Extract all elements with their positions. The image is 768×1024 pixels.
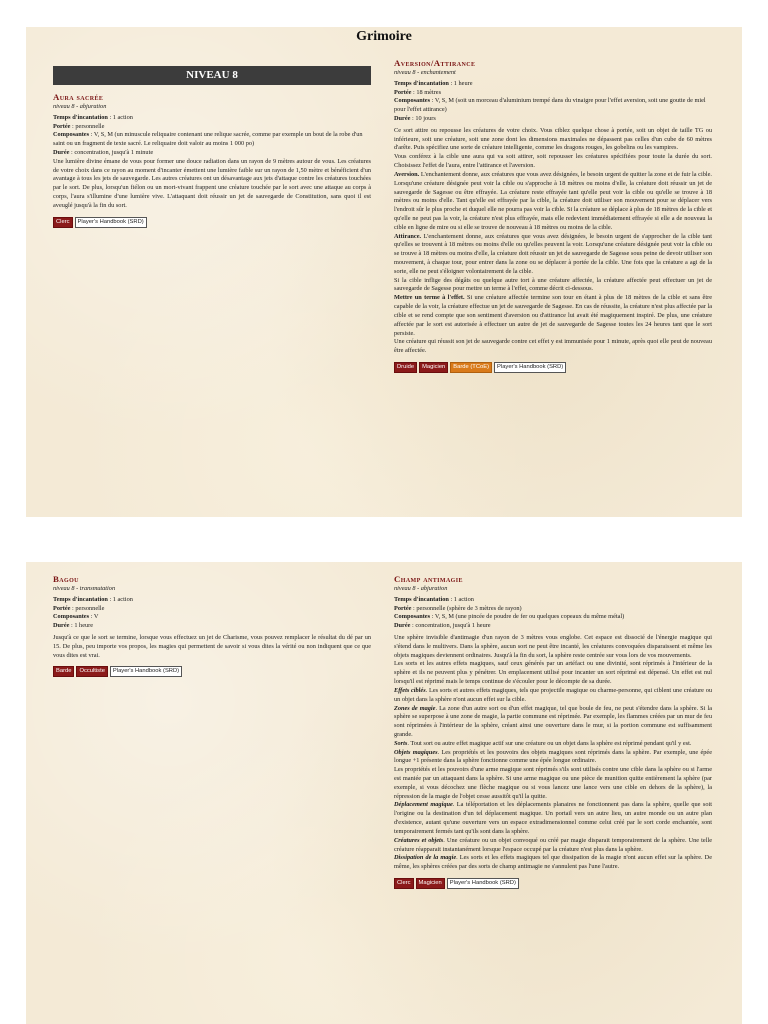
stat-label: Composantes (394, 613, 431, 621)
stat-components (53, 131, 371, 149)
class-tag-occultiste[interactable]: Occultiste (76, 666, 107, 677)
paragraph-lead: Aversion. (394, 170, 420, 178)
paragraph (394, 801, 712, 836)
tag-list (53, 666, 371, 677)
spell-name: Aversion/Attirance (394, 58, 476, 68)
stat-label: Durée (394, 622, 411, 630)
class-tag-magicien[interactable]: Magicien (419, 362, 448, 373)
stat-label: Durée (53, 149, 70, 157)
stat-casting-time (394, 596, 712, 605)
stat-label: Portée (394, 604, 412, 612)
stat-value: : V, S, M (soit un morceau d'aluminium trempé dans du vinaigre pour l'effet aversion, soit une goutte de miel pour l'effet attirance) (394, 97, 706, 114)
stat-value: : 1 action (448, 595, 474, 603)
stat-components (53, 613, 371, 622)
level-banner: NIVEAU 8 (53, 66, 371, 85)
stat-label: Portée (53, 604, 71, 612)
paragraph (394, 277, 712, 295)
paragraph-text: . Tout sort ou autre effet magique actif sur une créature ou un objet dans la sphère est réprimé pendant qu'il y est. (407, 739, 692, 747)
paragraph-text: Une sphère invisible d'antimagie d'un rayon de 3 mètres vous englobe. Cet espace est dissocié de l'énergie magique qui s'étend dans le multivers. Dans la sphère, aucun sort ne peut être incanté, les créatures convoquées disparaissent et même les objets magiques deviennent ordinaires. Jusqu'à la fin du sort, la sphère reste centrée sur vous lors de vos mouvements. (394, 634, 712, 659)
grimoire-page-2 (26, 562, 742, 1024)
tag-list (394, 878, 712, 889)
stat-value: : 10 jours (410, 115, 436, 123)
paragraph-text: Si la cible inflige des dégâts ou quelque autre tort à une créature affectée, la créature affectée peut effectuer un jet de sauvegarde de Sagesse pour mettre un terme à l'effet, comme décrit ci-dessous. (394, 276, 712, 293)
spell-school: niveau 8 - abjuration (394, 584, 448, 592)
paragraph-lead: Effets ciblés (394, 686, 426, 694)
paragraph-text: . Les sorts et autres effets magiques, tels que projectile magique ou charme-personne, qui ciblent une créature ou un objet dans la sphère n'ont aucun effet sur la cible. (394, 686, 712, 703)
stat-duration (53, 149, 371, 158)
paragraph (394, 687, 712, 705)
paragraph-text: Ce sort attire ou repousse les créatures de votre choix. Vous ciblez quelque chose à portée, soit un objet de taille TG ou inférieure, soit une créature, soit une zone dont les dimensions maximales ne dépassent pas celles d'un cube de 60 mètres d'arête. Puis spécifiez une sorte de créature intelligente, comme les dragons rouges, les gobelins ou les vampires. (394, 126, 712, 152)
stat-value: : concentration, jusqu'à 1 heure (410, 622, 491, 630)
paragraph (394, 294, 712, 338)
stat-value: : 1 action (107, 113, 133, 121)
stat-components (394, 613, 712, 622)
stat-value: : 1 action (107, 595, 133, 603)
stat-range (394, 89, 712, 98)
stat-value: : V (89, 613, 99, 621)
spell-school: niveau 8 - enchantement (394, 68, 456, 76)
page-title: Grimoire (356, 29, 412, 44)
spell-name: Champ antimagie (394, 574, 463, 584)
paragraph-text: . Une créature ou un objet convoqué ou créé par magie disparait temporairement de la sphère. Une telle créature réapparait instantanément lorsque l'espace occupé par la créature n'est plus dans la sphère. (394, 836, 712, 853)
paragraph (394, 766, 712, 801)
class-tag-clerc[interactable]: Clerc (394, 878, 414, 889)
source-book-tag[interactable]: Player's Handbook (SRD) (75, 217, 147, 228)
spell-description (394, 127, 712, 356)
paragraph-text: . Les sorts et les effets magiques tel que dissipation de la magie n'ont aucun effet sur la sphère. De même, les sphères créées par des sorts de champ antimagie ne s'annulent pas l'une l'autre. (394, 854, 712, 871)
stat-label: Composantes (394, 97, 431, 105)
grimoire-page-1 (26, 27, 742, 517)
stat-label: Temps d'incantation (394, 79, 449, 87)
stat-value: : V, S, M (un minuscule reliquaire contenant une relique sacrée, comme par exemple un bout de la robe d'un saint ou un fragment de texte sacré. Le reliquaire doit valoir au moins 1 000 po) (53, 131, 363, 148)
stat-label: Durée (394, 115, 411, 123)
spell-description: Une lumière divine émane de vous pour former une douce radiation dans un rayon de 9 mètres autour de vous. Les créatures de votre choix dans ce rayon au moment d'incanter émettent une lumière faible sur un rayon de 1,50 mètre et bénéficient d'un avantage à tous les jets de sauvegarde. Les autres créatures ont un désavantage aux jets d'attaque contre les créatures touchées par le sort. De plus, lorsqu'un fiélon ou un mort-vivant frappent une créature touchée par le sort avec une attaque au corps à corps, l'aura s'illumine d'une lumière vive. L'attaquant doit réussir un jet de sauvegarde de Constitution, sans quoi il est aveuglé jusqu'à la fin du sort. (53, 157, 371, 209)
paragraph-lead: Dissipation de la magie (394, 854, 457, 862)
stat-label: Durée (53, 622, 70, 630)
stat-value: : V, S, M (une pincée de poudre de fer ou quelques copeaux du même métal) (430, 613, 625, 621)
paragraph-text: . La téléportation et les déplacements planaires ne fonctionnent pas dans la sphère, quelle que soit l'origine ou la destination d'un tel déplacement magique. Un portail vers un autre lieu, un autre monde ou un autre plan d'existence, autant qu'une ouverture vers un espace extradimensionnel comme celui créé par le sort corde enchantée, sont temporairement fermés tant qu'ils sont dans la sphère. (394, 801, 712, 835)
tag-list (53, 217, 371, 228)
stat-value: : personnelle (sphère de 3 mètres de rayon) (411, 604, 522, 612)
paragraph (394, 749, 712, 767)
stat-label: Portée (53, 122, 71, 130)
stat-label: Temps d'incantation (394, 595, 449, 603)
stat-value: : concentration, jusqu'à 1 minute (69, 149, 154, 157)
stat-value: : 1 heure (69, 622, 94, 630)
paragraph-lead: Mettre un terme à l'effet. (394, 294, 465, 302)
spell-school: niveau 8 - transmutation (53, 584, 116, 592)
class-tag-magicien[interactable]: Magicien (416, 878, 445, 889)
stat-duration (53, 622, 371, 631)
stat-label: Composantes (53, 613, 90, 621)
paragraph-lead: Zones de magie (394, 704, 436, 712)
stat-range (394, 605, 712, 614)
stat-casting-time (394, 80, 712, 89)
paragraph-lead: Déplacement magique (394, 801, 453, 809)
stat-range (53, 605, 371, 614)
paragraph (394, 153, 712, 171)
paragraph-text: L'enchantement donne, aux créatures que vous avez désignées, le besoin urgent de s'approcher de la cible tant qu'elles se trouvent à 18 mètres ou moins d'elle ou qu'elles peuvent la voir. Lorsqu'une créature désignée peut voir la cible ou se trouve à 18 mètres ou moins d'elle, la créature doit réussir un jet de sauvegarde de Sagesse sous peine de devoir utiliser son mouvement, à chaque tour, pour entrer dans la zone ou se déplacer à portée de la cible. Une fois que la créature a agi de la sorte, elle ne peut s'éloigner volontairement de la cible. (394, 232, 712, 275)
paragraph (394, 854, 712, 872)
paragraph (394, 233, 712, 277)
source-book-tag[interactable]: Player's Handbook (SRD) (110, 666, 182, 677)
paragraph (394, 171, 712, 233)
spell-school: niveau 8 - abjuration (53, 102, 107, 110)
paragraph-text: Les propriétés et les pouvoirs d'une arme magique sont réprimés s'ils sont utilisés contre une cible dans la sphère ou si l'arme est maniée par un attaquant dans la sphère. Si une arme magique ou une pièce de munition quitte entièrement la sphère (par exemple, si vous décochez une flèche magique ou si vous lancez une lance vers une cible en dehors de la sphère), la répression de la magie de l'objet cesse aussitôt qu'il la quitte. (394, 766, 712, 800)
spell-description (394, 634, 712, 872)
stat-label: Temps d'incantation (53, 113, 108, 121)
paragraph-text: Une créature qui réussit son jet de sauvegarde contre cet effet y est immunisée pour 1 minute, après quoi elle peut de nouveau être affectée. (394, 338, 712, 355)
paragraph (394, 127, 712, 153)
paragraph (394, 338, 712, 356)
stat-label: Composantes (53, 131, 90, 139)
spell-name: Bagou (53, 574, 79, 584)
stat-value: : personnelle (70, 122, 105, 130)
stat-label: Temps d'incantation (53, 595, 108, 603)
paragraph (394, 660, 712, 686)
paragraph (394, 705, 712, 740)
right-column (394, 58, 712, 373)
paragraph (394, 634, 712, 660)
spell-name: Aura sacrée (53, 92, 104, 102)
stat-range (53, 123, 371, 132)
tag-list (394, 362, 712, 373)
right-column (394, 574, 712, 889)
paragraph-lead: Sorts (394, 739, 408, 747)
paragraph-lead: Créatures et objets (394, 836, 444, 844)
source-book-tag[interactable]: Player's Handbook (SRD) (447, 878, 519, 889)
left-column (53, 574, 371, 677)
paragraph-text: . Les propriétés et les pouvoirs des objets magiques sont réprimés dans la sphère. Par exemple, une épée longue +1 présente dans la sphère fonctionne comme une épée longue ordinaire. (394, 748, 713, 765)
paragraph-text: Les sorts et les autres effets magiques, sauf ceux générés par un artéfact ou une divinité, sont réprimés à l'intérieur de la sphère et ils ne peuvent plus y pénétrer. Un emplacement utilisé pour incanter un sort réprimé est dépensé. Un effet est nul lorsqu'il est réprimé mais le temps continue de s'écouler pour le décompte de sa durée. (394, 660, 712, 686)
class-tag-druide[interactable]: Druide (394, 362, 417, 373)
stat-value: : 18 mètres (411, 88, 442, 96)
paragraph (394, 837, 712, 855)
source-book-tag[interactable]: Player's Handbook (SRD) (494, 362, 566, 373)
paragraph-text: Vous conférez à la cible une aura qui va soit attirer, soit repousser les créatures spécifiées pour toute la durée du sort. Choisissez l'effet de l'aura, entre l'attirance et l'aversion. (394, 153, 712, 170)
class-tag-clerc[interactable]: Clerc (53, 217, 73, 228)
stat-value: : personnelle (70, 604, 105, 612)
paragraph (394, 740, 712, 749)
paragraph-text: L'enchantement donne, aux créatures que vous avez désignées, le besoin urgent de quitter la zone et de fuir la cible. Lorsqu'une créature désignée peut voir la cible ou s'approche à 18 mètres ou moins d'elle, la créature doit réussir un jet de sauvegarde de Sagesse ou être effrayée. La créature reste effrayée tant qu'elle peut voir la cible ou qu'elle se trouve à 18 mètres ou moins d'elle. Tant qu'elle est effrayée par la cible, la créature doit utiliser son mouvement pour se déplacer vers l'endroit sûr le plus proche et duquel elle ne pourra pas voir la cible. Si la créature se déplace à plus de 18 mètres de la cible et qu'elle ne peut pas la voir, la créature n'est plus effrayée, mais elle redevient immédiatement effrayée si elle a de nouveau la cible en ligne de mire ou si elle se trouve de nouveau à 18 mètres ou moins de la cible. (394, 170, 712, 231)
stat-components (394, 97, 712, 115)
stat-duration (394, 115, 712, 124)
paragraph-text: . La zone d'un autre sort ou d'un effet magique, tel que boule de feu, ne peut s'étendre dans la sphère. Si la sphère se superpose à une zone de magie, la partie commune est réprimée. Par exemple, les flammes créées par un mur de feu sont réprimées à l'intérieur de la sphère, créant ainsi une ouverture dans le mur, si la portion commune est suffisamment grande. (394, 704, 712, 738)
spell-description: Jusqu'à ce que le sort se termine, lorsque vous effectuez un jet de Charisme, vous pouvez remplacer le résultat du dé par un 15. De plus, peu importe vos propos, les magies qui permettent de savoir si vous dites la vérité ou non indiquent que ce que vous dites est vrai. (53, 634, 371, 659)
stat-casting-time (53, 596, 371, 605)
paragraph-lead: Objets magiques (394, 748, 438, 756)
left-column (53, 66, 371, 228)
paragraph-lead: Attirance. (394, 232, 422, 240)
stat-duration (394, 622, 712, 631)
stat-value: : 1 heure (448, 79, 473, 87)
stat-casting-time (53, 114, 371, 123)
class-tag-barde[interactable]: Barde (53, 666, 74, 677)
paragraph-text: Si une créature affectée termine son tour en étant à plus de 18 mètres de la cible et sans être capable de la voir, la créature effectue un jet de sauvegarde de Sagesse. En cas de réussite, la créature n'est plus affectée par la cible et se rend compte que son sentiment d'aversion ou d'attirance lui avait été magiquement inspiré. De plus, une créature affectée par le sort est autorisée à effectuer un autre de jet de sauvegarde de Sagesse toutes les 24 heures tant que le sort persiste. (394, 294, 712, 337)
stat-label: Portée (394, 88, 412, 96)
class-tag-barde-tcoe[interactable]: Barde (TCoE) (450, 362, 492, 373)
